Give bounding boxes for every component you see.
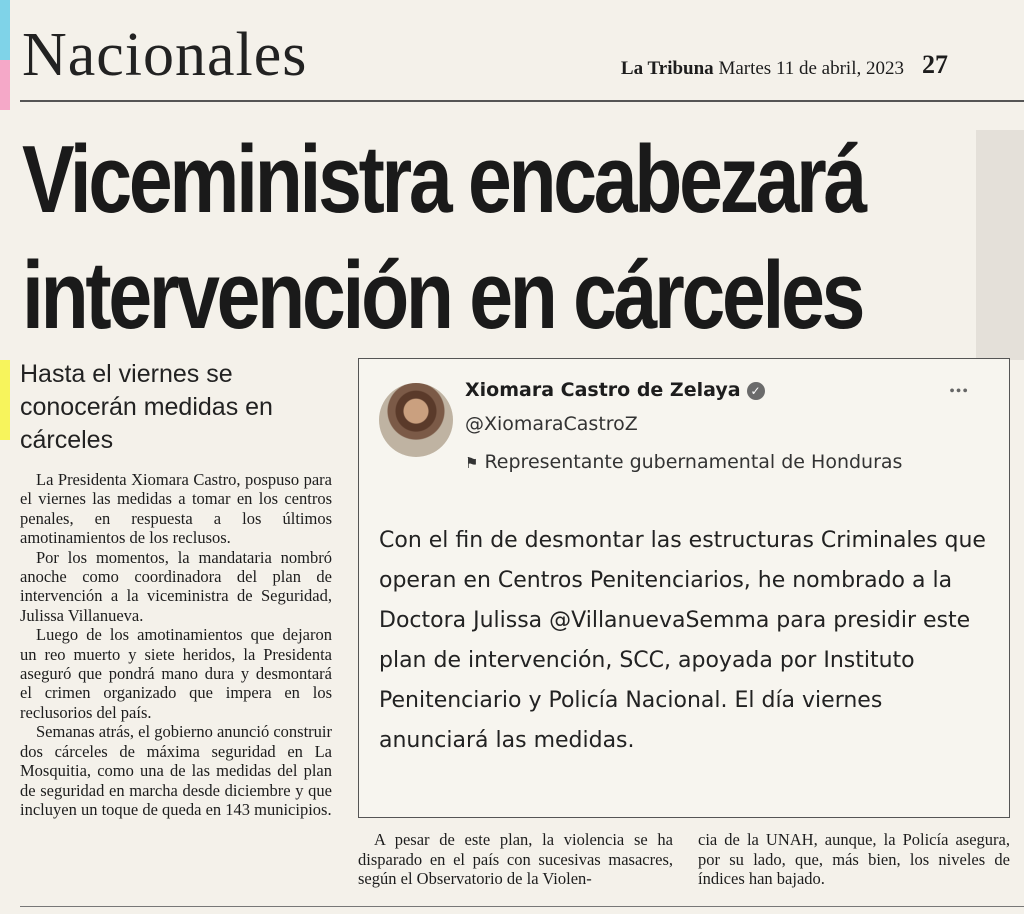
paragraph: Semanas atrás, el gobierno anunció construir dos cárceles de máxima seguridad en La Mosquitia, como una de las medidas del plan de seguridad en marcha desde diciembre y que incluyen un toque de queda en 143 municipios. xyxy=(20,722,332,819)
article-body-left xyxy=(20,470,332,819)
paragraph: Por los momentos, la mandataria nombró anoche como coordinadora del plan de intervención a la viceministra de Seguridad, Julissa Villanueva. xyxy=(20,547,332,625)
government-label xyxy=(465,451,902,473)
page-number: 27 xyxy=(922,50,948,79)
tweet-text xyxy=(379,521,994,761)
flag-icon: ⚑ xyxy=(465,454,479,472)
masthead xyxy=(621,58,904,80)
footer-rule xyxy=(20,906,1024,907)
headline-line-1: Viceministra encabezará xyxy=(22,126,865,233)
more-options-icon: ••• xyxy=(949,383,969,400)
tweet-text-start: Con el fin de desmontar las estructuras Criminales que operan en Centros Penitenciarios, he nombrado a la Doctora Julissa xyxy=(379,528,986,633)
adjacent-page-bleed xyxy=(976,130,1024,360)
embedded-tweet xyxy=(358,358,1010,818)
article-body-column-3 xyxy=(698,830,1010,889)
paragraph: A pesar de este plan, la violencia se ha disparado en el país con sucesivas masacres, según el Observatorio de la Violen- xyxy=(358,830,673,888)
section-title: Nacionales xyxy=(22,21,308,89)
article-body-column-2 xyxy=(358,830,673,889)
verified-icon: ✓ xyxy=(747,382,765,400)
author-name: Xiomara Castro de Zelaya xyxy=(465,379,741,401)
avatar xyxy=(379,383,453,457)
paragraph: cia de la UNAH, aunque, la Policía asegura, por su lado, que, más bien, los niveles de índices han bajado. xyxy=(698,830,1010,888)
tweet-mention: @VillanuevaSemma xyxy=(549,608,770,633)
headline-line-2: intervención en cárceles xyxy=(22,242,863,349)
tweet-text-end: para presidir este plan de intervención, SCC, apoyada por Instituto Penitenciario y Policía Nacional. El día viernes anunciará las medidas. xyxy=(379,608,971,753)
paragraph: Luego de los amotinamientos que dejaron un reo muerto y siete heridos, la Presidenta aseguró que pondrá mano dura y desmontará el crimen organizado que impera en los reclusorios del país. xyxy=(20,625,332,722)
tweet-handle: @XiomaraCastroZ xyxy=(465,413,638,435)
paragraph: La Presidenta Xiomara Castro, pospuso para el viernes las medidas a tomar en los centros penales, en respuesta a los últimos amotinamientos de los reclusos. xyxy=(20,470,332,548)
newspaper-name: La Tribuna xyxy=(620,58,714,79)
header-rule xyxy=(20,100,1024,102)
page-edge-markings xyxy=(0,0,10,914)
tweet-author xyxy=(465,379,765,401)
issue-date: Martes 11 de abril, 2023 xyxy=(718,58,904,79)
label-text: Representante gubernamental de Honduras xyxy=(484,451,903,473)
subheadline: Hasta el viernes se conocerán medidas en cárceles xyxy=(20,360,273,454)
